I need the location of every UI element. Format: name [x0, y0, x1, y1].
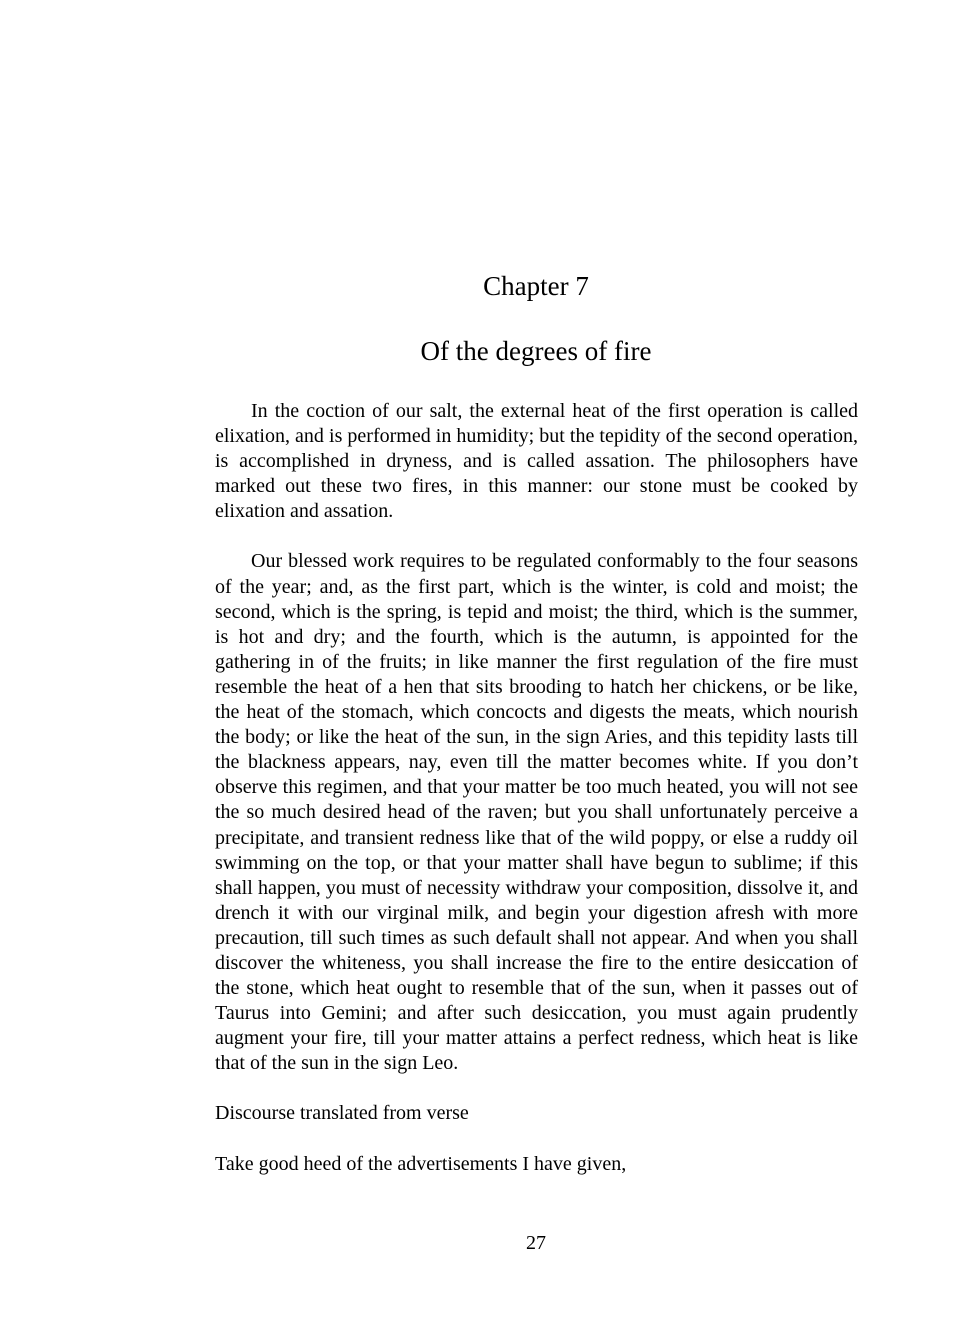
- page-number: 27: [526, 1232, 546, 1254]
- chapter-title: Of the degrees of fire: [420, 336, 652, 366]
- paragraph: Our blessed work requires to be regulated conformably to the four seasons of the year; and, as the first part, which is the winter, is cold and moist; the second, which is the spring, is tepid and moist; the third, which is the summer, is hot and dry; and the fourth, which is the autumn, is appointed for the gathering in of the fruits; in like manner the first regulation of the fire must resemble the heat of a hen that sits brooding to hatch her chickens, or be like, the heat of the stomach, which concocts and digests the meats, which nourish the body; or like the heat of the sun, in the sign Aries, and this tepidity lasts till the blackness appears, nay, even till the matter becomes white. If you don’t observe this regimen, and that your matter be too much heated, you will not see the so much desired head of the raven; but you shall unfortunately perceive a precipitate, and transient redness like that of the wild poppy, or else a ruddy oil swimming on the top, or that your matter shall have begun to sublime; if this shall happen, you must of necessity withdraw your composition, dissolve it, and drench it with our virginal milk, and begin your digestion afresh with more precaution, till such times as such default shall not appear. And when you shall discover the whiteness, you shall increase the fire to the entire desiccation of the stone, which heat ought to resemble that of the sun, when it passes out of Taurus into Gemini; and after such desiccation, you must again prudently augment your fire, till your matter attains a perfect redness, which heat is like that of the sun in the sign Leo.: [215, 550, 858, 1075]
- paragraph: In the coction of our salt, the external heat of the first operation is called elixation, and is performed in humidity; but the tepidity of the second operation, is accomplished in dryness, and is called assation. The philosophers have marked out these two fires, in this manner: our stone must be cooked by elixation and assation.: [215, 400, 858, 523]
- chapter-number: Chapter 7: [483, 271, 589, 301]
- section-heading: Discourse translated from verse: [215, 1102, 469, 1125]
- chapter-body: [215, 399, 858, 1202]
- verse-line: Take good heed of the advertisements I have given,: [215, 1152, 627, 1175]
